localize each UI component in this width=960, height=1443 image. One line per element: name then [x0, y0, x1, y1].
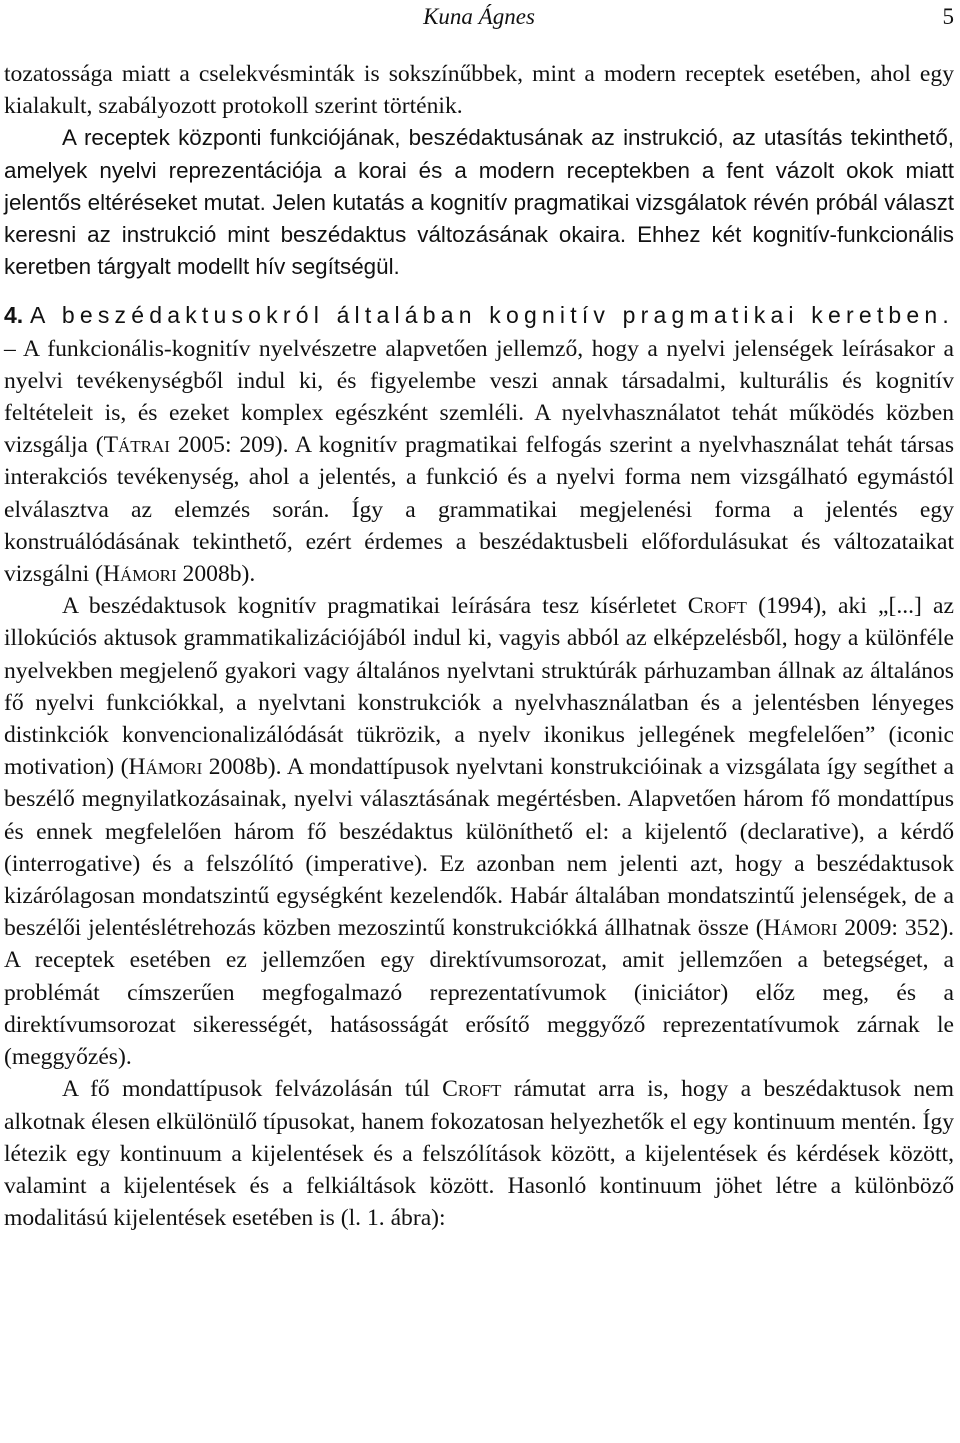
citation-author: Croft [687, 593, 747, 620]
body-text [4, 58, 954, 1234]
paragraph-text: A funkcionális-kognitív nyelvészetre alapvetően jellemző, hogy a nyelvi jelenségek leírásakor a nyelvi tevékenységből indul ki, és figyelembe veszi annak társadalmi, kulturális és kognitív feltételeit is, és ezeket komplex egészként szemléli. A nyelvhasználatot tehát működés közben vizsgálja ( [4, 335, 954, 459]
paragraph-text: (1994), aki „[...] az illokúciós aktusok grammatikalizációjából indul ki, vagyis abból az elképzelésből, hogy a különféle nyelvekben megjelenő gyakori vagy általános nyelvtani struktúrák párhuzamban állnak az általános fő nyelvi funkciókkal, a nyelvtani konstrukciók a nyelvhasználatban és a jelentésben lényeges distinkciók konvencionalizálódását tükrözik, a nyelv ikonikus jellegének megfelelően” (iconic motivation) ( [4, 593, 954, 781]
section-number: 4. [4, 302, 24, 329]
paragraph-text: A receptek esetében ez jellemzően egy direktívumsorozat, amit jellemzően a betegséget, a problémát címszerűen megfogalmazó reprezentatívumok (iniciátor) előz meg, és a direktívumsorozat sikerességét, hatásosságát erősítő meggyőző reprezentatívumok zárnak le (meggyőzés). [4, 947, 954, 1071]
paragraph-text: A receptek központi funkciójának, beszédaktusának az instrukció, az utasítás tekinthető, amelyek nyelvi reprezentációja a korai és a modern receptekben a fent vázolt okok miatt jelentős eltéréseket mutat. [4, 125, 954, 215]
running-header [4, 2, 954, 32]
paragraph-text: Jelen kutatás a kognitív pragmatikai vizsgálatok révén próbál választ keresni az instrukció mint beszédaktus változásának okaira. Ehhez két kognitív-funkcionális keretben tárgyalt modellt hív segítségül. [4, 189, 954, 280]
citation-year: 2009: 352). [837, 915, 955, 942]
paragraph-text: rámutat arra is, hogy a beszédaktusok nem alkotnak élesen elkülönülő típusokat, hanem fokozatosan helyezhetők el egy kontinuum mentén. Így létezik egy kontinuum a kijelentések és a felszólítások között, a kijelentések és kérdések között, valamint a kijelentések és a felkiáltások között. Hasonló kontinuum jöhet létre a különböző modalitású kijelentések esetében is (l. 1. ábra): [4, 1076, 954, 1232]
section-dash: – [4, 335, 24, 362]
paragraph-text: A fő mondattípusok felvázolásán túl [62, 1076, 443, 1103]
paragraph-text: A kognitív pragmatikai felfogás szerint a nyelvhasználat tehát társas interakciós tevékenység, ahol a jelentés, a funkció és a nyelvi forma nem vizsgálható egymástól elválasztva az elemzés során. Így a grammatikai megjelenési forma a jelentés egy konstruálódásának tekinthető, ezért érdemes a beszédaktusbeli előfordulásukat és változataikat vizsgálni ( [4, 432, 954, 588]
citation-author: Hámori [102, 561, 177, 588]
paragraph-receptek [4, 122, 954, 283]
paragraph-continuum [4, 1073, 954, 1234]
citation-year: 2005: 209). [169, 432, 289, 459]
paragraph-text: tozatossága miatt a cselekvésminták is sokszínűbbek, mint a modern receptek esetében, ahol egy kialakult, szabályozott protokoll szerint történik. [4, 61, 954, 120]
section-title: A beszédaktusokról általában kognitív pragmatikai keretben. [30, 302, 954, 329]
paragraph-continued [4, 58, 954, 122]
running-head-author: Kuna Ágnes [423, 4, 535, 29]
citation-author: Tátrai [103, 432, 170, 459]
citation-author: Croft [442, 1076, 502, 1103]
citation-year: 2008b). [202, 754, 282, 781]
section-4-paragraph [4, 299, 954, 590]
page-number: 5 [942, 4, 954, 29]
citation-author: Hámori [763, 915, 838, 942]
citation-year: 2008b). [176, 561, 256, 588]
paragraph-text: A mondattípusok nyelvtani konstrukcióinak a vizsgálata így segíthet a beszélő megnyilatkozásainak, nyelvi választásának megértésben. Alapvetően három fő mondattípus és ennek megfelelően három fő beszédaktus különíthető el: a kijelentő (declarative), a kérdő (interrogative) és a felszólító (imperative). Ez azonban nem jelenti azt, hogy a beszédaktusok kizárólagosan mondatszintű egységként kezelendők. Habár általában mondatszintű jelenségek, de a beszélői jelentéslétrehozás közben mezoszintű konstrukciókká állhatnak össze ( [4, 754, 954, 942]
citation-author: Hámori [128, 754, 203, 781]
paragraph-croft-1994 [4, 590, 954, 1073]
paragraph-text: A beszédaktusok kognitív pragmatikai leírására tesz kísérletet [62, 593, 688, 620]
